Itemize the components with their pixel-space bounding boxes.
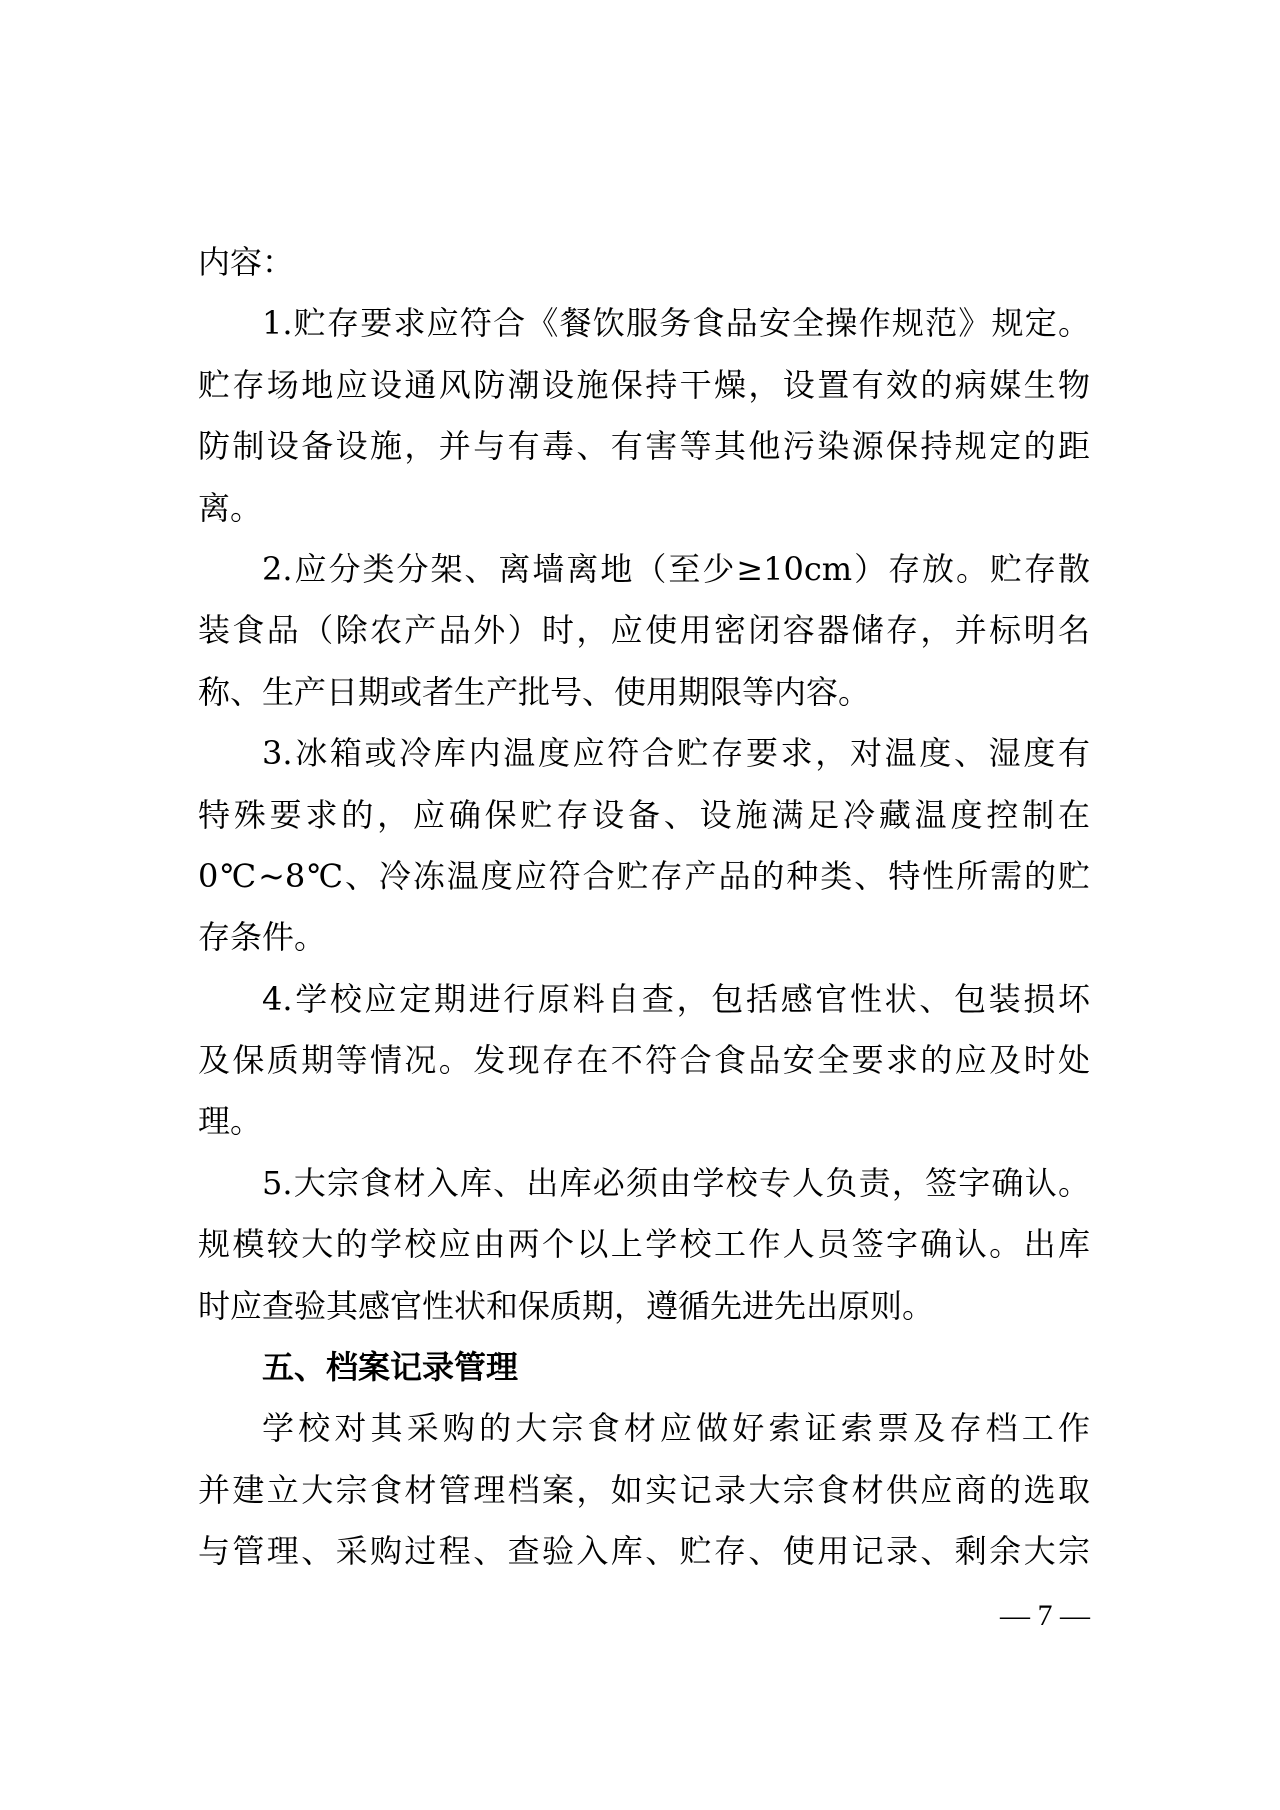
section-heading: 五、档案记录管理 — [262, 1348, 519, 1387]
paragraph-1-line: 1.贮存要求应符合《餐饮服务食品安全操作规范》规定。 — [262, 304, 1090, 343]
paragraph-2-line: 称、生产日期或者生产批号、使用期限等内容。 — [198, 672, 871, 711]
paragraph-3-line: 3.冰箱或冷库内温度应符合贮存要求，对温度、湿度有 — [262, 734, 1090, 773]
paragraph-4-line: 理。 — [198, 1102, 263, 1141]
text-line: 内容： — [198, 243, 295, 281]
paragraph-6-line: 学校对其采购的大宗食材应做好索证索票及存档工作 — [262, 1409, 1090, 1448]
paragraph-4-line: 及保质期等情况。发现存在不符合食品安全要求的应及时处 — [198, 1041, 1090, 1080]
paragraph-5-line: 规模较大的学校应由两个以上学校工作人员签字确认。出库 — [198, 1225, 1090, 1264]
paragraph-1-line: 防制设备设施，并与有毒、有害等其他污染源保持规定的距 — [198, 427, 1090, 466]
paragraph-6-line: 与管理、采购过程、查验入库、贮存、使用记录、剩余大宗 — [198, 1532, 1090, 1571]
document-body — [198, 232, 1090, 1583]
paragraph-2-line: 装食品（除农产品外）时，应使用密闭容器储存，并标明名 — [198, 611, 1090, 650]
paragraph-1-line: 离。 — [198, 488, 263, 527]
paragraph-3-line: 0℃~8℃、冷冻温度应符合贮存产品的种类、特性所需的贮 — [198, 856, 1090, 895]
paragraph-6-line: 并建立大宗食材管理档案，如实记录大宗食材供应商的选取 — [198, 1470, 1090, 1509]
paragraph-3-line: 存条件。 — [198, 918, 327, 957]
paragraph-4-line: 4.学校应定期进行原料自查，包括感官性状、包装损坏 — [262, 979, 1090, 1018]
paragraph-5-line: 5.大宗食材入库、出库必须由学校专人负责，签字确认。 — [262, 1163, 1090, 1202]
paragraph-3-line: 特殊要求的，应确保贮存设备、设施满足冷藏温度控制在 — [198, 795, 1090, 834]
paragraph-2-line: 2.应分类分架、离墙离地（至少≥10cm）存放。贮存散 — [262, 549, 1090, 588]
paragraph-5-line: 时应查验其感官性状和保质期，遵循先进先出原则。 — [198, 1286, 935, 1325]
page-number: — 7 — — [1000, 1599, 1090, 1632]
paragraph-1-line: 贮存场地应设通风防潮设施保持干燥，设置有效的病媒生物 — [198, 365, 1090, 404]
